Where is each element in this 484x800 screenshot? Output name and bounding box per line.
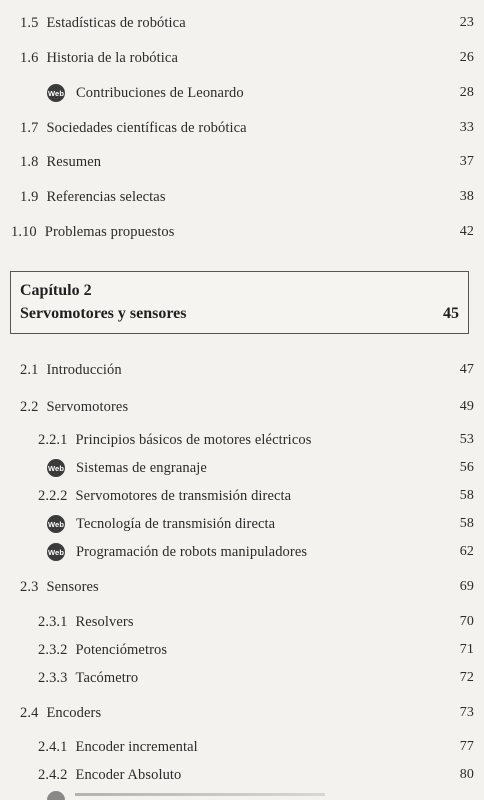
toc-entry-web-transmision[interactable] — [0, 513, 484, 535]
toc-entry-1-5[interactable] — [0, 12, 484, 34]
section-number: 2.3.3 — [38, 669, 68, 686]
page-number: 62 — [459, 544, 474, 559]
toc-entry-2-3-2[interactable] — [0, 639, 484, 661]
page-number: 42 — [459, 224, 474, 239]
toc-entry-2-3-1[interactable] — [0, 611, 484, 633]
section-number: 1.5 — [20, 14, 39, 31]
toc-entry-web-leonardo[interactable] — [0, 82, 484, 104]
section-title: Referencias selectas — [46, 188, 166, 205]
section-title: Historia de la robótica — [46, 49, 178, 66]
web-icon: Web — [47, 515, 65, 533]
page-number: 47 — [459, 362, 474, 377]
section-title: Resumen — [46, 153, 102, 170]
page-number: 58 — [459, 516, 474, 531]
page-number: 77 — [459, 739, 474, 754]
section-title: Principios básicos de motores eléctricos — [75, 431, 312, 448]
page-number: 70 — [459, 614, 474, 629]
toc-entry-2-2-2[interactable] — [0, 485, 484, 507]
section-title: Problemas propuestos — [44, 223, 175, 240]
page-number: 49 — [459, 399, 474, 414]
section-title: Potenciómetros — [75, 641, 168, 658]
section-number: 2.1 — [20, 361, 39, 378]
page-number: 28 — [459, 85, 474, 100]
chapter-title: Servomotores y sensores — [20, 305, 187, 322]
section-title: Resolvers — [75, 613, 134, 630]
toc-entry-2-2-1[interactable] — [0, 429, 484, 451]
web-icon: Web — [47, 84, 65, 102]
page-number: 72 — [459, 670, 474, 685]
section-title: Estadísticas de robótica — [46, 14, 186, 31]
section-title: Encoders — [46, 704, 102, 721]
section-number: 1.6 — [20, 49, 39, 66]
toc-entry-1-6[interactable] — [0, 47, 484, 69]
toc-entry-2-4-2[interactable] — [0, 764, 484, 786]
section-title: Programación de robots manipuladores — [76, 543, 308, 560]
page-number: 58 — [459, 488, 474, 503]
toc-entry-2-4-1[interactable] — [0, 736, 484, 758]
page-number: 38 — [459, 189, 474, 204]
section-number: 2.3 — [20, 578, 39, 595]
section-number: 1.10 — [11, 223, 37, 240]
page-number: 80 — [459, 767, 474, 782]
section-number: 2.4.1 — [38, 738, 68, 755]
toc-entry-1-10[interactable] — [0, 221, 484, 243]
section-title: Tecnología de transmisión directa — [76, 515, 276, 532]
page-number: 56 — [459, 460, 474, 475]
page-number: 26 — [459, 50, 474, 65]
section-number: 2.2 — [20, 398, 39, 415]
page-number: 71 — [459, 642, 474, 657]
page-number: 37 — [459, 154, 474, 169]
section-number: 1.8 — [20, 153, 39, 170]
toc-entry-1-7[interactable] — [0, 117, 484, 139]
toc-entry-web-engranaje[interactable] — [0, 457, 484, 479]
page-number: 69 — [459, 579, 474, 594]
page-number: 53 — [459, 432, 474, 447]
section-title: Contribuciones de Leonardo — [76, 84, 244, 101]
section-title: Encoder Absoluto — [75, 766, 182, 783]
chapter-page-number: 45 — [443, 305, 459, 322]
page-number: 73 — [459, 705, 474, 720]
web-icon: Web — [47, 459, 65, 477]
section-title: Encoder incremental — [75, 738, 198, 755]
page-number: 23 — [459, 15, 474, 30]
toc-entry-1-9[interactable] — [0, 186, 484, 208]
cut-off-entry — [0, 791, 484, 800]
section-title: Sistemas de engranaje — [76, 459, 207, 476]
chapter-header[interactable] — [10, 271, 469, 334]
section-title: Introducción — [46, 361, 122, 378]
page-number: 33 — [459, 120, 474, 135]
chapter-label: Capítulo 2 — [20, 282, 92, 299]
toc-entry-2-3[interactable] — [0, 576, 484, 598]
toc-entry-2-2[interactable] — [0, 396, 484, 418]
toc-entry-web-programacion[interactable] — [0, 541, 484, 563]
cut-off-text — [75, 793, 325, 796]
section-number: 1.9 — [20, 188, 39, 205]
web-icon: Web — [47, 543, 65, 561]
toc-entry-2-1[interactable] — [0, 359, 484, 381]
toc-entry-1-8[interactable] — [0, 151, 484, 173]
section-number: 2.3.1 — [38, 613, 68, 630]
section-number: 2.2.1 — [38, 431, 68, 448]
section-title: Sensores — [46, 578, 99, 595]
section-title: Servomotores — [46, 398, 129, 415]
toc-entry-2-4[interactable] — [0, 702, 484, 724]
section-number: 2.3.2 — [38, 641, 68, 658]
web-icon — [47, 791, 65, 800]
section-title: Tacómetro — [75, 669, 139, 686]
toc-entry-2-3-3[interactable] — [0, 667, 484, 689]
section-title: Sociedades científicas de robótica — [46, 119, 247, 136]
section-number: 2.2.2 — [38, 487, 68, 504]
section-title: Servomotores de transmisión directa — [75, 487, 292, 504]
section-number: 2.4.2 — [38, 766, 68, 783]
section-number: 2.4 — [20, 704, 39, 721]
section-number: 1.7 — [20, 119, 39, 136]
